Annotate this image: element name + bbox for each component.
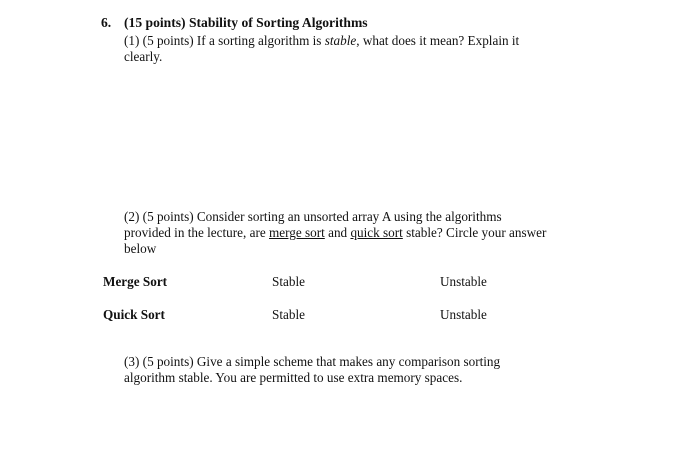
algorithm-label: Quick Sort (103, 307, 165, 322)
part2-line3: below (124, 241, 157, 256)
question-title: (15 points) Stability of Sorting Algorithms (124, 15, 368, 30)
option-stable[interactable]: Stable (272, 307, 305, 322)
question-number: 6. (101, 15, 112, 30)
option-stable[interactable]: Stable (272, 274, 305, 289)
option-unstable[interactable]: Unstable (440, 307, 487, 322)
part2-line2-mid: and (324, 225, 351, 240)
part3-line2: algorithm stable. You are permitted to use extra memory spaces. (124, 370, 463, 385)
part2-line2-pre: provided in the lecture, are (124, 225, 269, 240)
part3-line1: (3) (5 points) Give a simple scheme that makes any comparison sorting (124, 354, 501, 369)
merge-sort-term: merge sort (269, 225, 325, 240)
option-unstable[interactable]: Unstable (440, 274, 487, 289)
part1-line2: clearly. (124, 49, 163, 64)
part1-line1-pre: (1) (5 points) If a sorting algorithm is (124, 33, 325, 48)
part1-line1-post: , what does it mean? Explain it (356, 33, 520, 48)
part2-line1: (2) (5 points) Consider sorting an unsorted array A using the algorithms (124, 209, 502, 224)
quick-sort-term: quick sort (350, 225, 403, 240)
part2-line2 (124, 225, 546, 241)
algorithm-label: Merge Sort (103, 274, 168, 289)
part1-stable-term: stable (324, 33, 357, 48)
part2-line2-post: stable? Circle your answer (402, 225, 547, 240)
part1-line1 (124, 33, 519, 49)
